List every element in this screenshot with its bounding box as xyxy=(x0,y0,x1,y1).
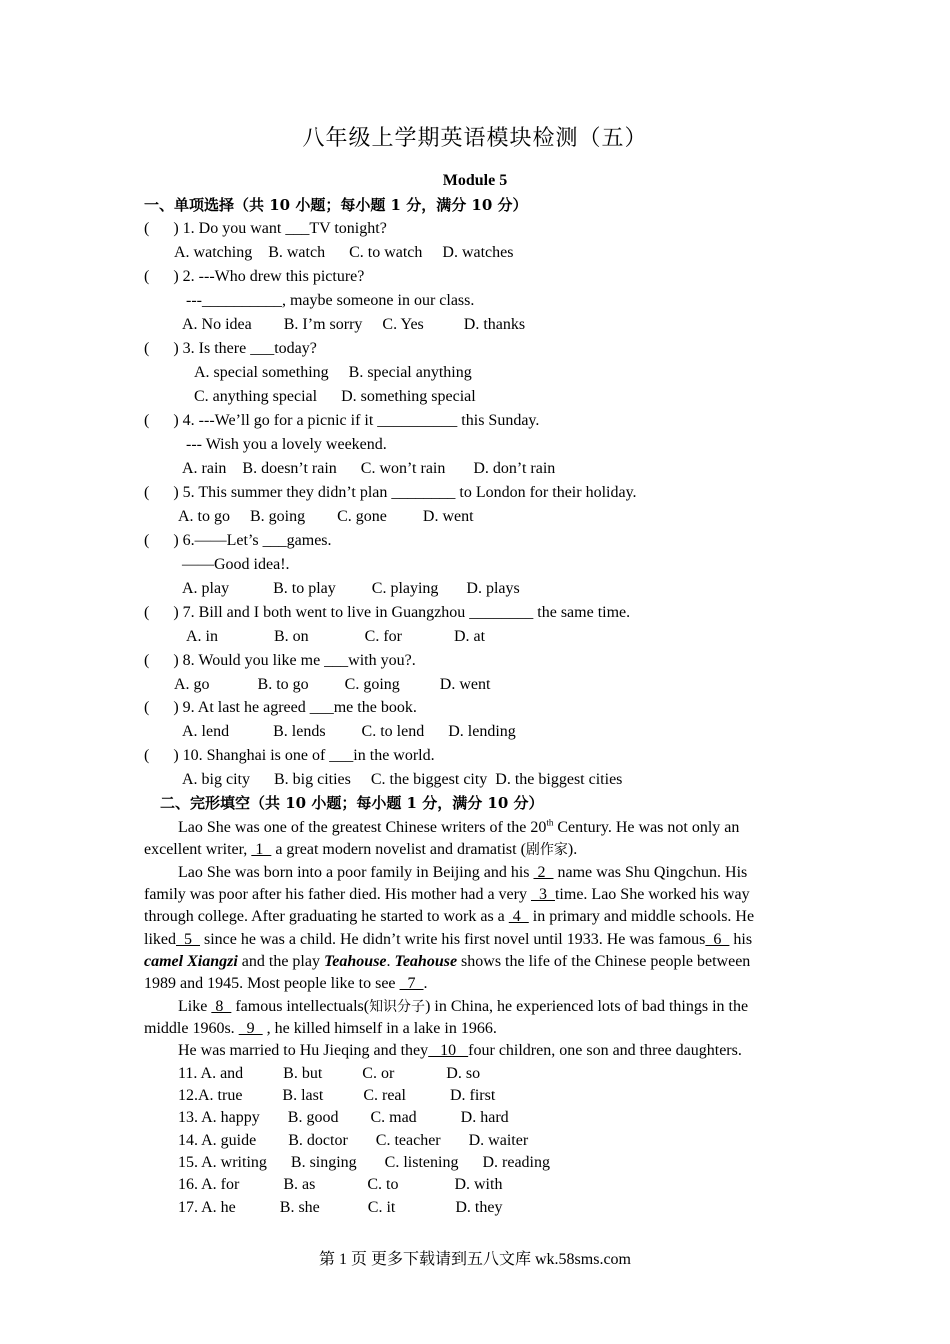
section2-heading: 二、完形填空（共 10 小题；每小题 1 分，满分 10 分） xyxy=(160,794,544,812)
passage-line-4: family was poor after his father died. His mother had a very 3 time. Lao She worked his way xyxy=(144,886,750,903)
question-8-options: A. go B. to go C. going D. went xyxy=(174,676,491,693)
question-2-answer: ---__________, maybe someone in our class. xyxy=(186,292,475,309)
blank-3: 3 xyxy=(530,886,555,903)
question-2: ( ) 2. ---Who drew this picture? xyxy=(144,268,365,285)
module-title: Module 5 xyxy=(442,172,508,189)
question-1: ( ) 1. Do you want ___TV tonight? xyxy=(144,220,387,237)
page-footer: 第 1 页 更多下载请到五八文库 wk.58sms.com xyxy=(318,1251,631,1268)
question-6: ( ) 6.——Let’s ___games. xyxy=(144,532,332,549)
question-1-options: A. watching B. watch C. to watch D. watches xyxy=(174,244,514,261)
document-title: 八年级上学期英语模块检测（五） xyxy=(302,126,648,151)
blank-2: 2 xyxy=(533,864,554,881)
blank-8: 8 xyxy=(211,998,232,1015)
question-7-options: A. in B. on C. for D. at xyxy=(186,628,486,645)
question-10: ( ) 10. Shanghai is one of ___in the world. xyxy=(144,747,435,764)
cloze-option-17: 17. A. he B. she C. it D. they xyxy=(178,1199,503,1216)
blank-1: 1 xyxy=(251,841,272,858)
blank-4: 4 xyxy=(508,908,529,925)
blank-6: 6 xyxy=(705,931,730,948)
question-4-options: A. rain B. doesn’t rain C. won’t rain D. don’t rain xyxy=(182,460,556,477)
question-3: ( ) 3. Is there ___today? xyxy=(144,340,317,357)
passage-line-6: liked 5 since he was a child. He didn’t write his first novel until 1933. He was famous 6 his xyxy=(144,931,753,948)
cloze-option-14: 14. A. guide B. doctor C. teacher D. waiter xyxy=(178,1132,529,1149)
question-5-options: A. to go B. going C. gone D. went xyxy=(178,508,474,525)
question-2-options: A. No idea B. I’m sorry C. Yes D. thanks xyxy=(182,316,526,333)
section1-heading: 一、单项选择（共 10 小题；每小题 1 分，满分 10 分） xyxy=(144,196,528,214)
question-3-options-ab: A. special something B. special anything xyxy=(194,364,472,381)
question-9: ( ) 9. At last he agreed ___me the book. xyxy=(144,699,417,716)
blank-9: 9 xyxy=(238,1020,263,1037)
passage-line-7: camel Xiangzi and the play Teahouse. Teahouse shows the life of the Chinese people between xyxy=(144,953,751,970)
question-6-options: A. play B. to play C. playing D. plays xyxy=(182,580,520,597)
cloze-option-11: 11. A. and B. but C. or D. so xyxy=(178,1065,481,1082)
question-4-reply: --- Wish you a lovely weekend. xyxy=(186,436,387,453)
question-4: ( ) 4. ---We’ll go for a picnic if it __________ this Sunday. xyxy=(144,412,540,429)
question-9-options: A. lend B. lends C. to lend D. lending xyxy=(182,723,516,740)
cloze-option-15: 15. A. writing B. singing C. listening D. reading xyxy=(178,1154,550,1171)
passage-line-11: He was married to Hu Jieqing and they 10 four children, one son and three daughters. xyxy=(178,1042,742,1059)
passage-line-1: Lao She was one of the greatest Chinese writers of the 20th Century. He was not only an xyxy=(178,817,740,836)
passage-line-5: through college. After graduating he started to work as a 4 in primary and middle schools. He xyxy=(144,908,755,925)
blank-10: 10 xyxy=(428,1042,469,1059)
question-5: ( ) 5. This summer they didn’t plan ________ to London for their holiday. xyxy=(144,484,637,501)
question-6-reply: ——Good idea!. xyxy=(182,556,290,573)
passage-line-8: 1989 and 1945. Most people like to see 7 . xyxy=(144,975,428,992)
blank-7: 7 xyxy=(399,975,424,992)
passage-line-3: Lao She was born into a poor family in Beijing and his 2 name was Shu Qingchun. His xyxy=(178,864,748,881)
blank-5: 5 xyxy=(176,931,200,948)
passage-line-2: excellent writer, 1 a great modern novelist and dramatist (剧作家). xyxy=(144,841,578,858)
question-10-options: A. big city B. big cities C. the biggest city D. the biggest cities xyxy=(182,771,623,788)
cloze-option-12: 12.A. true B. last C. real D. first xyxy=(178,1087,496,1104)
question-8: ( ) 8. Would you like me ___with you?. xyxy=(144,652,416,669)
passage-line-10: middle 1960s. 9 , he killed himself in a lake in 1966. xyxy=(144,1020,497,1037)
cloze-option-13: 13. A. happy B. good C. mad D. hard xyxy=(178,1109,509,1126)
question-7: ( ) 7. Bill and I both went to live in Guangzhou ________ the same time. xyxy=(144,604,631,621)
cloze-option-16: 16. A. for B. as C. to D. with xyxy=(178,1176,503,1193)
question-3-options-cd: C. anything special D. something special xyxy=(194,388,476,405)
passage-line-9: Like 8 famous intellectuals(知识分子) in China, he experienced lots of bad things in the xyxy=(178,998,749,1015)
